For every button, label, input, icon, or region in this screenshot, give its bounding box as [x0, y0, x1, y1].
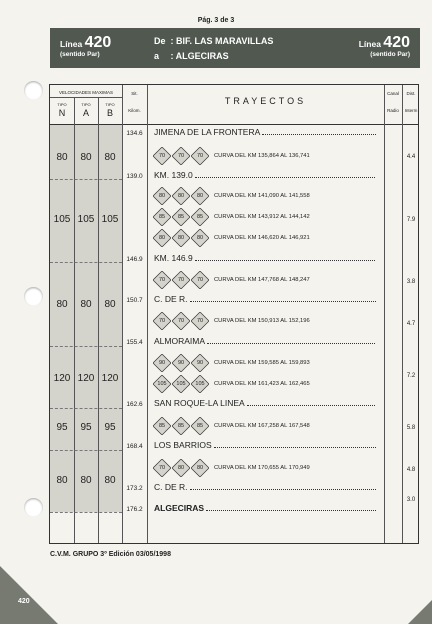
diamond-speed: 85 [177, 214, 185, 220]
km-marker: 162.6 [126, 401, 143, 408]
curve-description: CURVA DEL KM 159,585 AL 159,893 [214, 360, 310, 366]
line-number: 420 [383, 34, 410, 51]
diamond-speed: 90 [158, 360, 166, 366]
diamond-speed: 90 [177, 360, 185, 366]
leader-dots [195, 260, 376, 261]
direction-label: (sentido Par) [60, 51, 100, 58]
trayectos-header: TRAYECTOS [224, 96, 307, 106]
leader-dots [190, 489, 376, 490]
line-label-right [359, 34, 410, 58]
to-station: : ALGECIRAS [170, 51, 229, 61]
speed-value: 120 [101, 373, 119, 384]
curve-row [154, 353, 310, 373]
diamond-speed: 85 [158, 423, 166, 429]
diamond-speed: 70 [196, 277, 204, 283]
speed-diamond-icon [154, 460, 170, 476]
station-name: LOS BARRIOS [154, 440, 212, 450]
speed-diamond-icon [173, 188, 189, 204]
interm-distance: 4.4 [406, 154, 416, 160]
km-marker: 150.7 [126, 297, 143, 304]
station-name: ALGECIRAS [154, 503, 205, 513]
interm-distance: 4.7 [406, 321, 416, 327]
page-corner-tab [408, 600, 432, 624]
diamond-speed: 80 [196, 235, 204, 241]
diamond-speed: 80 [196, 193, 204, 199]
page-corner-tab [0, 566, 58, 624]
curve-row [154, 146, 310, 166]
km-marker: 134.6 [126, 130, 143, 137]
station-name: C. DE R. [154, 482, 188, 492]
station-row [154, 127, 376, 137]
leader-dots [262, 134, 376, 135]
speed-diamond-icon [154, 355, 170, 371]
speed-value: 80 [104, 299, 116, 310]
from-key: De [154, 36, 166, 46]
speed-diamond-icon [173, 313, 189, 329]
diamond-speed: 85 [158, 214, 166, 220]
leader-dots [206, 510, 376, 511]
speed-value: 80 [80, 152, 92, 163]
curve-description: CURVA DEL KM 150,913 AL 152,196 [214, 318, 310, 324]
km-marker: 139.0 [126, 173, 143, 180]
speed-value: 80 [56, 299, 68, 310]
speed-diamond-icon [192, 230, 208, 246]
speed-value: 95 [104, 422, 116, 433]
header-divider [50, 97, 122, 98]
block-divider [50, 512, 122, 513]
diamond-speed: 70 [158, 153, 166, 159]
column-divider [384, 85, 385, 543]
curve-row [154, 186, 310, 206]
linea-word: Línea [60, 39, 83, 49]
diamond-speed: 70 [158, 277, 166, 283]
to-key: a [154, 51, 160, 61]
speed-value: 80 [80, 475, 92, 486]
curve-row [154, 458, 310, 478]
page-indicator: Pág. 3 de 3 [197, 17, 235, 24]
diamond-speed: 80 [177, 235, 185, 241]
line-label-left [60, 34, 111, 58]
diamond-speed: 80 [177, 193, 185, 199]
route-from [154, 36, 273, 46]
edition-footer: C.V.M. GRUPO 3º Edición 03/05/1998 [50, 551, 171, 558]
curve-row [154, 416, 310, 436]
diamond-speed: 80 [177, 465, 185, 471]
speed-diamond-icon [192, 376, 208, 392]
speed-value: 95 [80, 422, 92, 433]
diamond-speed: 105 [195, 381, 205, 387]
speed-diamond-icon [192, 272, 208, 288]
speed-diamond-icon [173, 148, 189, 164]
speed-value: 105 [77, 214, 95, 225]
diamond-speed: 70 [177, 277, 185, 283]
speed-diamond-icon [173, 230, 189, 246]
leader-dots [247, 405, 376, 406]
speed-diamond-icon [173, 376, 189, 392]
speed-value: 105 [53, 214, 71, 225]
column-divider [147, 85, 148, 543]
header-bottom-rule [50, 124, 418, 125]
diamond-speed: 105 [176, 381, 186, 387]
speed-diamond-icon [192, 460, 208, 476]
speed-value: 80 [104, 475, 116, 486]
speed-diamond-icon [154, 230, 170, 246]
speed-column-shade [50, 125, 122, 512]
curve-description: CURVA DEL KM 146,620 AL 146,921 [214, 235, 310, 241]
route-to [154, 51, 229, 61]
block-divider [50, 450, 122, 451]
radio-header: Radio [387, 108, 399, 113]
speed-diamond-icon [173, 272, 189, 288]
interm-distance: 3.0 [406, 497, 416, 503]
speed-diamond-icon [192, 148, 208, 164]
curve-description: CURVA DEL KM 161,423 AL 162,465 [214, 381, 310, 387]
station-name: C. DE R. [154, 294, 188, 304]
speed-diamond-icon [173, 460, 189, 476]
binder-hole [24, 498, 43, 517]
curve-description: CURVA DEL KM 167,258 AL 167,548 [214, 423, 310, 429]
speed-diamond-icon [154, 376, 170, 392]
interm-distance: 7.9 [406, 217, 416, 223]
curve-row [154, 270, 310, 290]
from-station: : BIF. LAS MARAVILLAS [170, 36, 274, 46]
diamond-speed: 70 [196, 153, 204, 159]
station-name: SAN ROQUE-LA LINEA [154, 398, 245, 408]
sit-header: Sit. [131, 91, 138, 96]
km-marker: 173.2 [126, 485, 143, 492]
binder-hole [24, 81, 43, 100]
type-letter: A [82, 108, 89, 118]
curve-description: CURVA DEL KM 143,912 AL 144,142 [214, 214, 310, 220]
speed-value: 80 [56, 152, 68, 163]
interm-distance: 4.8 [406, 467, 416, 473]
column-divider [122, 85, 123, 543]
diamond-speed: 80 [196, 465, 204, 471]
curve-row [154, 374, 310, 394]
leader-dots [190, 301, 376, 302]
station-name: ALMORAIMA [154, 336, 206, 346]
speed-diamond-icon [173, 355, 189, 371]
speed-header: VELOCIDADES MAXIMAS [58, 90, 113, 95]
km-marker: 176.2 [126, 506, 143, 513]
speed-value: 80 [104, 152, 116, 163]
diamond-speed: 80 [158, 193, 166, 199]
station-row [154, 294, 376, 304]
kilom-header: Kilom. [128, 108, 141, 113]
linea-word: Línea [358, 39, 381, 49]
station-row [154, 482, 376, 492]
station-row [154, 336, 376, 346]
speed-diamond-icon [173, 209, 189, 225]
speed-diamond-icon [154, 313, 170, 329]
diamond-speed: 85 [196, 423, 204, 429]
diamond-speed: 70 [158, 465, 166, 471]
canal-header: Canal [387, 91, 399, 96]
station-name: JIMENA DE LA FRONTERA [154, 127, 261, 137]
speed-value: 105 [101, 214, 119, 225]
curve-description: CURVA DEL KM 147,768 AL 148,247 [214, 277, 310, 283]
leader-dots [207, 343, 376, 344]
diamond-speed: 70 [196, 318, 204, 324]
speed-value: 80 [56, 475, 68, 486]
diamond-speed: 80 [158, 235, 166, 241]
block-divider [50, 262, 122, 263]
interm-distance: 5.8 [406, 425, 416, 431]
type-n-header [50, 102, 74, 118]
curve-row [154, 228, 310, 248]
station-row [154, 170, 376, 180]
interm-distance: 7.2 [406, 373, 416, 379]
km-marker: 168.4 [126, 443, 143, 450]
itinerary-table [49, 84, 419, 544]
speed-diamond-icon [192, 209, 208, 225]
diamond-speed: 85 [196, 214, 204, 220]
speed-diamond-icon [154, 209, 170, 225]
station-row [154, 398, 376, 408]
diamond-speed: 70 [177, 318, 185, 324]
type-word: TIPO [81, 102, 91, 107]
speed-diamond-icon [154, 418, 170, 434]
speed-value: 120 [77, 373, 95, 384]
speed-diamond-icon [154, 272, 170, 288]
station-row [154, 503, 376, 513]
interm-header: Interm [404, 108, 418, 113]
curve-description: CURVA DEL KM 135,864 AL 136,741 [214, 153, 310, 159]
speed-diamond-icon [192, 418, 208, 434]
speed-diamond-icon [154, 188, 170, 204]
curve-description: CURVA DEL KM 141,090 AL 141,558 [214, 193, 310, 199]
km-marker: 155.4 [126, 339, 143, 346]
speed-value: 95 [56, 422, 68, 433]
speed-value: 120 [53, 373, 71, 384]
km-marker: 146.9 [126, 256, 143, 263]
station-name: KM. 146.9 [154, 253, 193, 263]
type-a-header [74, 102, 98, 118]
station-row [154, 440, 376, 450]
type-b-header [98, 102, 122, 118]
line-number: 420 [84, 34, 112, 51]
leader-dots [214, 447, 376, 448]
direction-label: (sentido Par) [370, 51, 410, 58]
leader-dots [195, 177, 376, 178]
dist-header: Dist. [406, 91, 416, 96]
speed-value: 80 [80, 299, 92, 310]
type-letter: N [58, 108, 66, 118]
block-divider [50, 408, 122, 409]
curve-row [154, 207, 310, 227]
speed-diamond-icon [192, 355, 208, 371]
speed-diamond-icon [192, 188, 208, 204]
speed-diamond-icon [154, 148, 170, 164]
binder-hole [24, 287, 43, 306]
type-letter: B [106, 108, 113, 118]
diamond-speed: 90 [196, 360, 204, 366]
type-word: TIPO [105, 102, 115, 107]
diamond-speed: 70 [158, 318, 166, 324]
line-header [50, 28, 420, 68]
curve-row [154, 311, 310, 331]
corner-page-number: 420 [18, 598, 30, 605]
type-word: TIPO [57, 102, 67, 107]
speed-diamond-icon [192, 313, 208, 329]
station-row [154, 253, 376, 263]
diamond-speed: 85 [177, 423, 185, 429]
diamond-speed: 70 [177, 153, 185, 159]
block-divider [50, 179, 122, 180]
block-divider [50, 346, 122, 347]
curve-description: CURVA DEL KM 170,655 AL 170,949 [214, 465, 310, 471]
diamond-speed: 105 [157, 381, 167, 387]
station-name: KM. 139.0 [154, 170, 193, 180]
interm-distance: 3.8 [406, 279, 416, 285]
speed-diamond-icon [173, 418, 189, 434]
